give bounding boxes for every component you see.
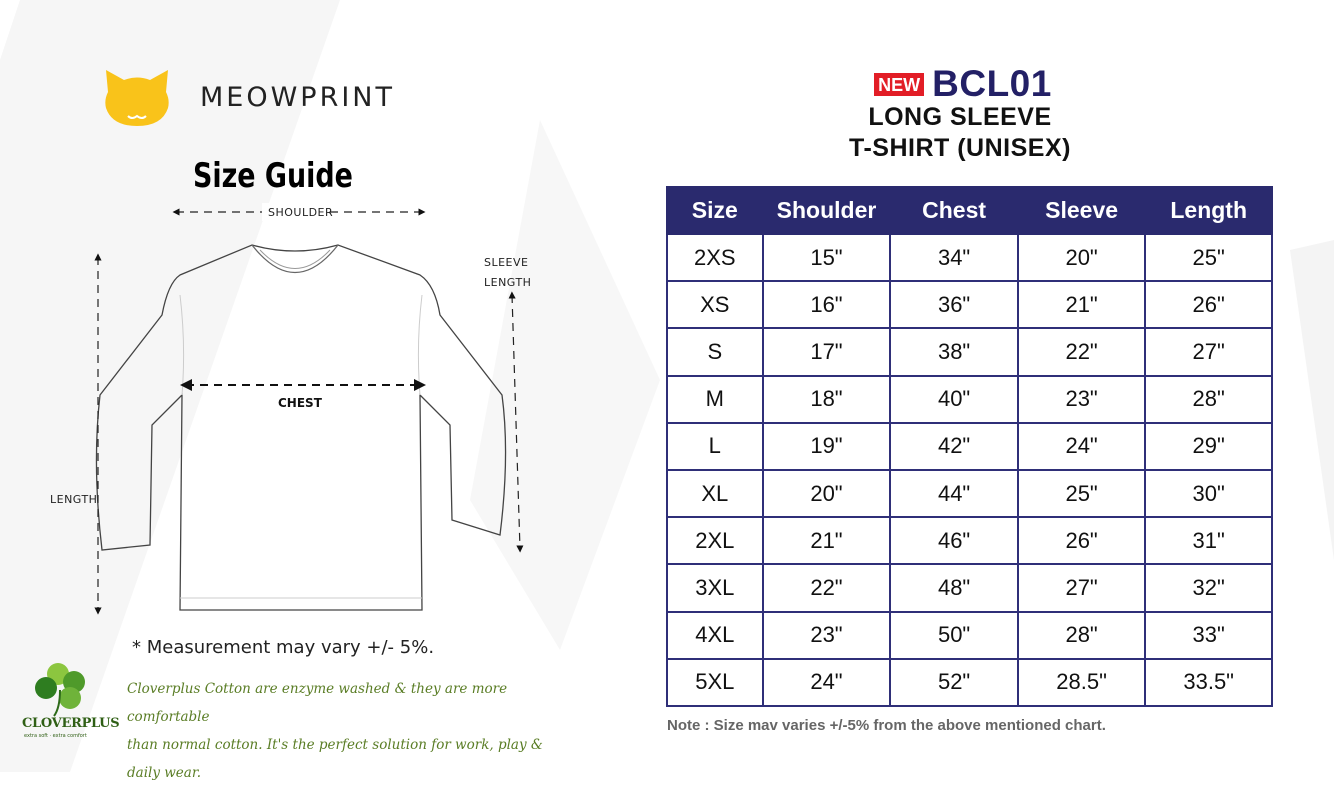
cell-sleeve: 25" xyxy=(1018,470,1146,517)
table-row xyxy=(667,659,1272,706)
cell-sleeve: 20" xyxy=(1018,234,1146,281)
cell-size: 4XL xyxy=(667,612,763,659)
cloverplus-tagline: extra soft · extra comfort xyxy=(24,733,87,739)
cell-length: 25" xyxy=(1145,234,1272,281)
cell-length: 30" xyxy=(1145,470,1272,517)
cell-length: 26" xyxy=(1145,281,1272,328)
cell-sleeve: 22" xyxy=(1018,328,1146,375)
measurement-note: * Measurement may vary +/- 5%. xyxy=(132,637,435,658)
cell-size: XS xyxy=(667,281,763,328)
cat-logo-icon xyxy=(102,66,172,128)
cell-shoulder: 21" xyxy=(763,517,891,564)
header-length: Length xyxy=(1145,187,1272,234)
cell-length: 33" xyxy=(1145,612,1272,659)
cloverplus-description xyxy=(127,675,577,787)
tshirt-diagram xyxy=(40,195,560,625)
cell-shoulder: 20" xyxy=(763,470,891,517)
size-chart-table xyxy=(666,186,1273,707)
cell-sleeve: 27" xyxy=(1018,564,1146,611)
cell-shoulder: 16" xyxy=(763,281,891,328)
cell-chest: 48" xyxy=(890,564,1017,611)
cloverplus-logo-text: CLOVERPLUS xyxy=(22,716,120,731)
cell-chest: 52" xyxy=(890,659,1017,706)
brand-header xyxy=(102,66,395,128)
table-row xyxy=(667,470,1272,517)
cell-shoulder: 22" xyxy=(763,564,891,611)
cell-size: 5XL xyxy=(667,659,763,706)
cell-length: 29" xyxy=(1145,423,1272,470)
table-row xyxy=(667,281,1272,328)
cell-shoulder: 17" xyxy=(763,328,891,375)
cell-chest: 44" xyxy=(890,470,1017,517)
table-row xyxy=(667,376,1272,423)
length-label: LENGTH xyxy=(50,493,98,506)
cell-sleeve: 28.5" xyxy=(1018,659,1146,706)
cell-size: 2XS xyxy=(667,234,763,281)
cloverplus-description-line2: than normal cotton. It's the perfect solution for work, play & daily wear. xyxy=(127,737,543,781)
cell-size: XL xyxy=(667,470,763,517)
size-table-note: Note : Size mav varies +/-5% from the above mentioned chart. xyxy=(667,717,1106,734)
cell-length: 27" xyxy=(1145,328,1272,375)
header-size: Size xyxy=(667,187,763,234)
cell-length: 33.5" xyxy=(1145,659,1272,706)
table-header-row xyxy=(667,187,1272,234)
cell-chest: 42" xyxy=(890,423,1017,470)
cell-size: M xyxy=(667,376,763,423)
cell-chest: 50" xyxy=(890,612,1017,659)
cell-chest: 46" xyxy=(890,517,1017,564)
sleeve-label-line2: LENGTH xyxy=(484,276,532,289)
cell-sleeve: 24" xyxy=(1018,423,1146,470)
cell-length: 28" xyxy=(1145,376,1272,423)
cell-shoulder: 19" xyxy=(763,423,891,470)
table-row xyxy=(667,423,1272,470)
product-code-line xyxy=(766,63,1160,104)
cell-chest: 36" xyxy=(890,281,1017,328)
chest-label: CHEST xyxy=(278,396,322,410)
shoulder-label: SHOULDER xyxy=(268,206,334,219)
table-row xyxy=(667,564,1272,611)
header-chest: Chest xyxy=(890,187,1017,234)
cell-shoulder: 23" xyxy=(763,612,891,659)
cell-size: 3XL xyxy=(667,564,763,611)
cell-length: 32" xyxy=(1145,564,1272,611)
cell-sleeve: 21" xyxy=(1018,281,1146,328)
cloverplus-description-line1: Cloverplus Cotton are enzyme washed & they are more comfortable xyxy=(127,681,508,725)
table-row xyxy=(667,234,1272,281)
header-sleeve: Sleeve xyxy=(1018,187,1146,234)
cell-size: 2XL xyxy=(667,517,763,564)
cell-chest: 34" xyxy=(890,234,1017,281)
table-row xyxy=(667,612,1272,659)
cell-shoulder: 18" xyxy=(763,376,891,423)
new-badge: NEW xyxy=(874,73,924,96)
cell-sleeve: 23" xyxy=(1018,376,1146,423)
clover-leaf-icon xyxy=(20,660,106,744)
cell-sleeve: 28" xyxy=(1018,612,1146,659)
size-guide-title: Size Guide xyxy=(193,156,353,196)
product-code: BCL01 xyxy=(932,63,1052,104)
tshirt-outline xyxy=(96,245,505,610)
product-title-line1: LONG SLEEVE xyxy=(868,103,1052,131)
product-title-line2: T-SHIRT (UNISEX) xyxy=(849,134,1071,162)
cell-length: 31" xyxy=(1145,517,1272,564)
cell-size: L xyxy=(667,423,763,470)
cell-shoulder: 15" xyxy=(763,234,891,281)
cell-size: S xyxy=(667,328,763,375)
cell-sleeve: 26" xyxy=(1018,517,1146,564)
cell-chest: 38" xyxy=(890,328,1017,375)
product-header xyxy=(760,63,1160,164)
sleeve-label-line1: SLEEVE xyxy=(484,256,529,269)
header-shoulder: Shoulder xyxy=(763,187,891,234)
table-row xyxy=(667,517,1272,564)
table-row xyxy=(667,328,1272,375)
cell-chest: 40" xyxy=(890,376,1017,423)
cell-shoulder: 24" xyxy=(763,659,891,706)
sleeve-arrow xyxy=(512,295,520,549)
brand-name: MEOWPRINT xyxy=(200,81,395,113)
